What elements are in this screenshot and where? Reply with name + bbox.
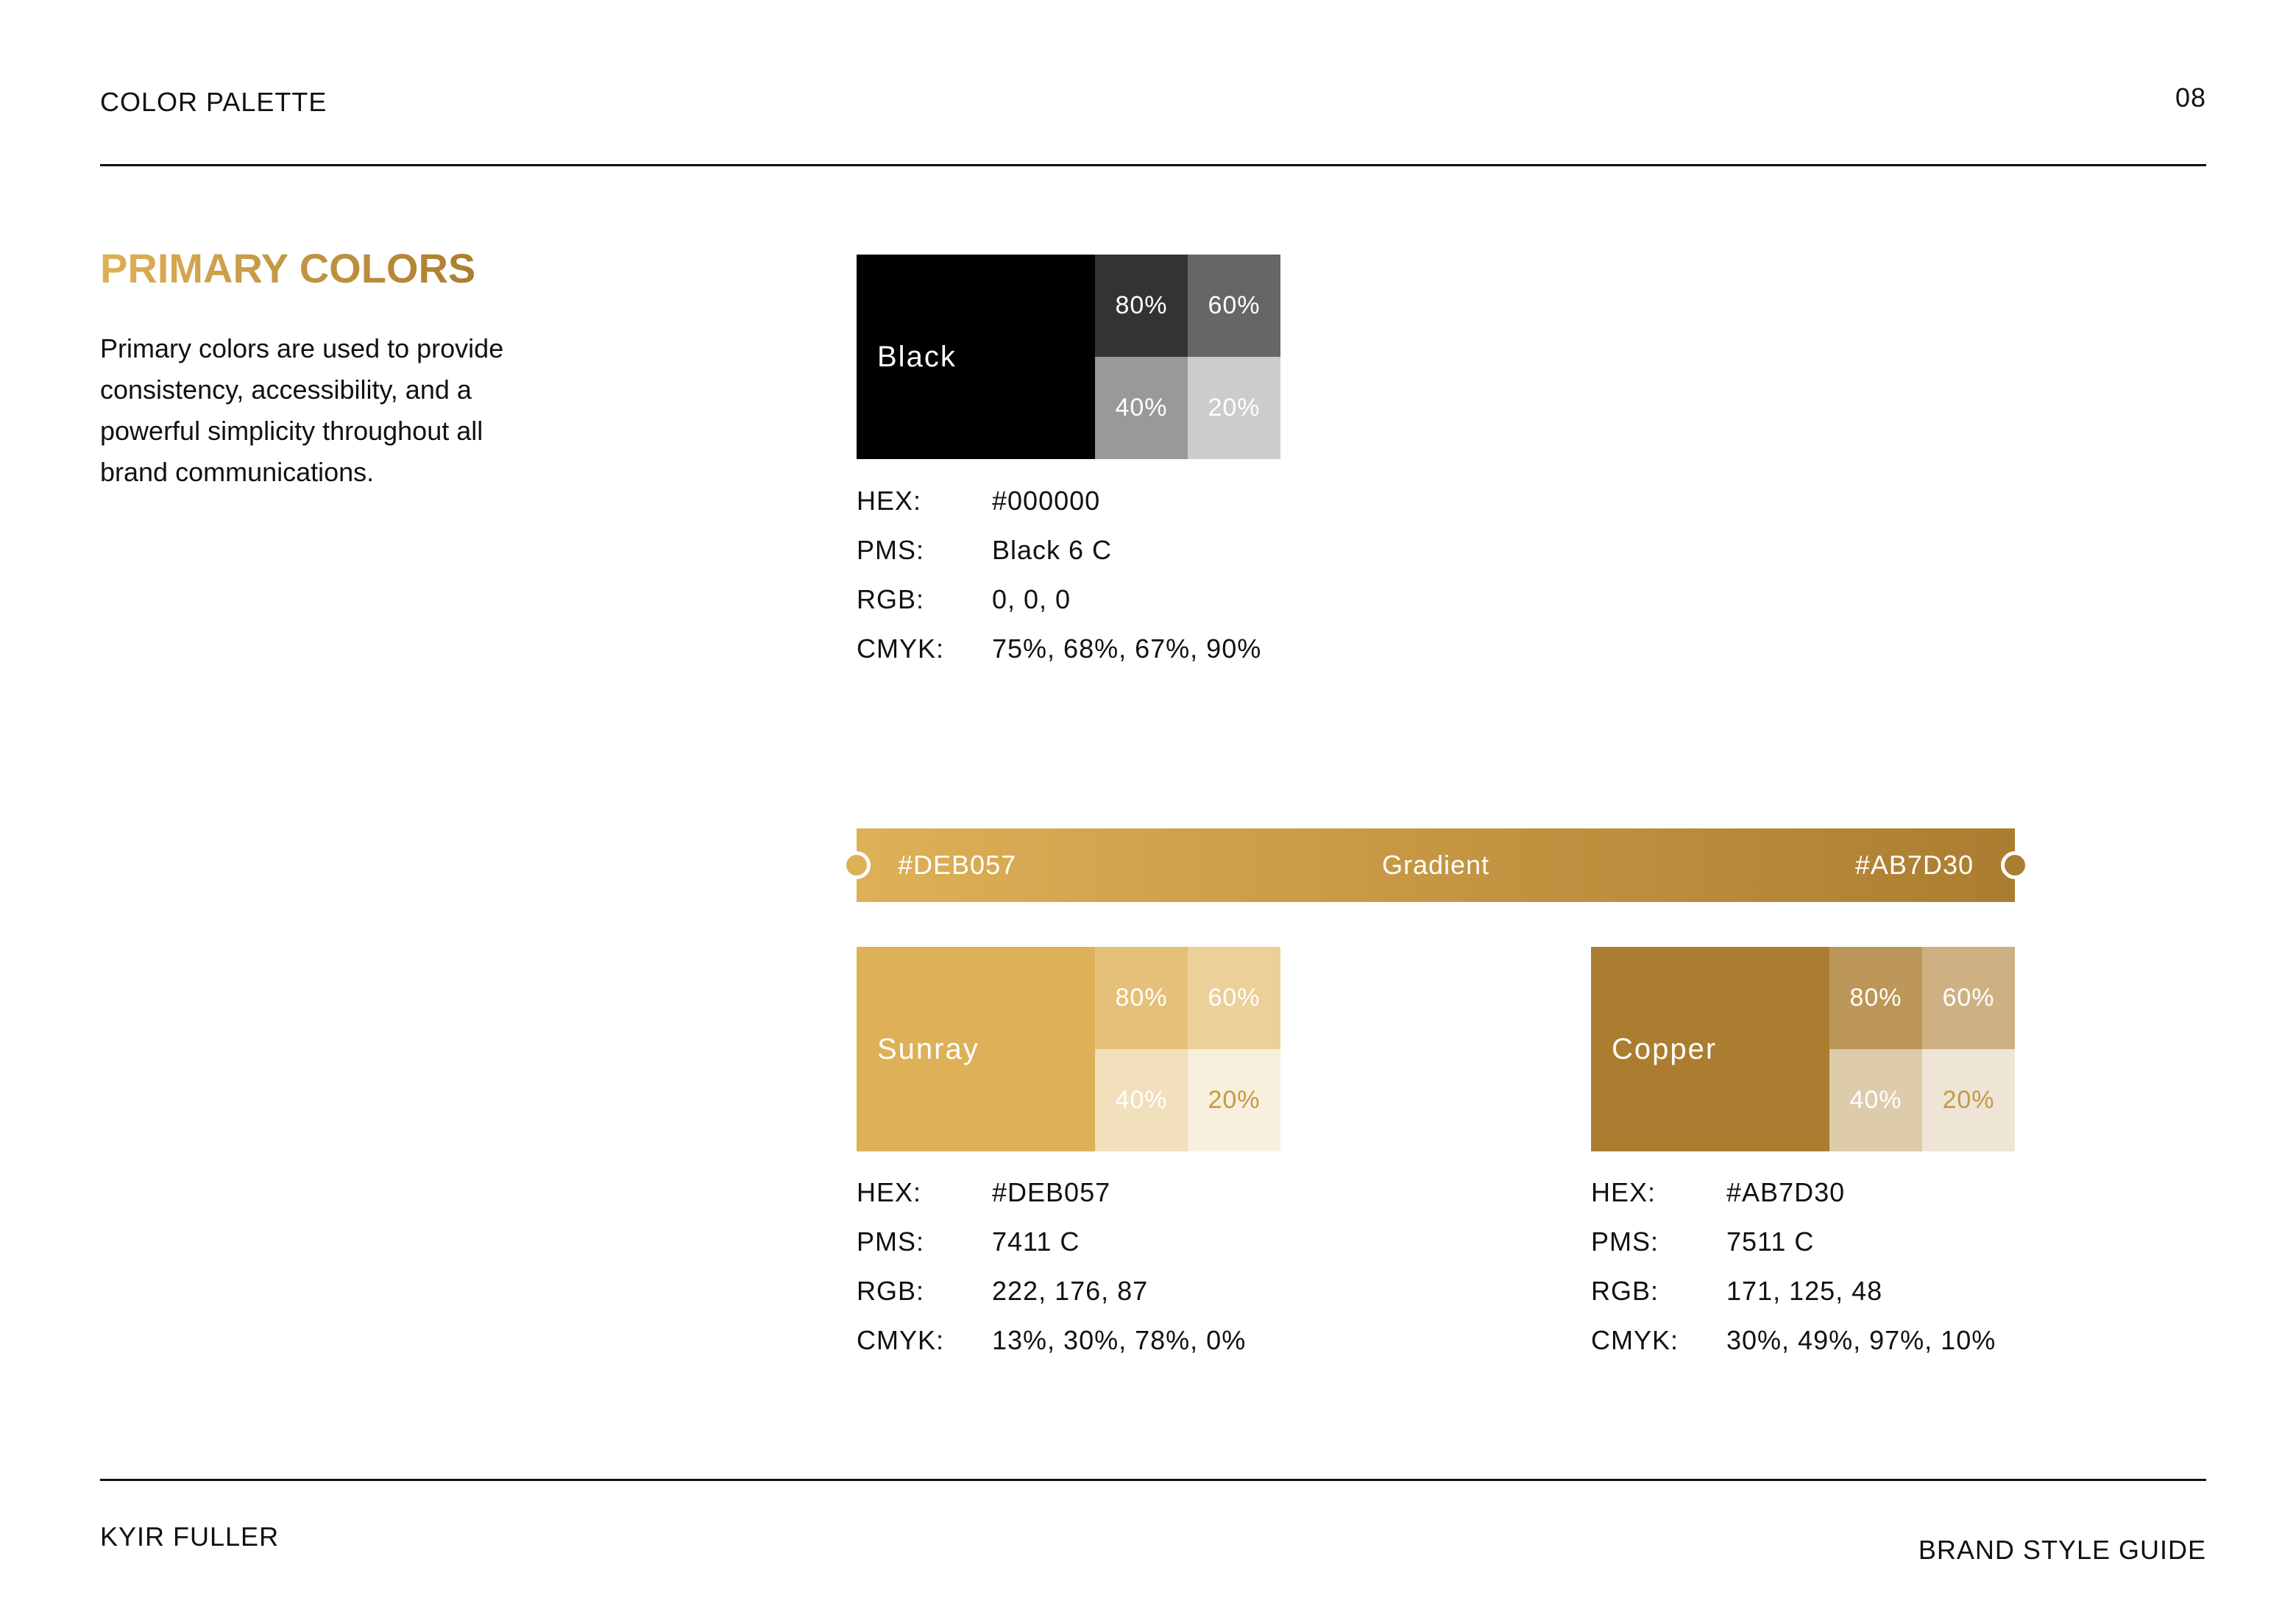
copper-tint-80: 80%	[1829, 947, 1922, 1049]
spec-value: #AB7D30	[1726, 1177, 1846, 1207]
copper-tint-20: 20%	[1922, 1049, 2015, 1151]
page-number: 08	[2175, 82, 2206, 113]
black-tint-60: 60%	[1188, 255, 1280, 357]
spec-label: CMYK:	[857, 633, 945, 664]
black-tint-20: 20%	[1188, 357, 1280, 459]
gradient-end-handle	[2001, 851, 2029, 879]
black-swatch-main	[857, 255, 1095, 459]
black-tint-80: 80%	[1095, 255, 1188, 357]
black-swatch-name: Black	[877, 340, 957, 373]
black-tint-40: 40%	[1095, 357, 1188, 459]
spec-value: #DEB057	[992, 1177, 1111, 1207]
spec-row	[1591, 1325, 1996, 1374]
gradient-label: Gradient	[1381, 850, 1490, 880]
spec-value: 222, 176, 87	[992, 1276, 1149, 1306]
spec-row	[1591, 1226, 1996, 1276]
black-swatch	[857, 255, 1280, 459]
footer-divider	[100, 1479, 2206, 1481]
spec-label: RGB:	[1591, 1276, 1659, 1306]
spec-value: Black 6 C	[992, 535, 1113, 565]
spec-label: RGB:	[857, 1276, 925, 1306]
spec-value: #000000	[992, 486, 1101, 516]
copper-specs	[1591, 1177, 1996, 1374]
gradient-end-hex: #AB7D30	[1854, 850, 1974, 880]
copper-swatch	[1591, 947, 2015, 1151]
sunray-tint-40: 40%	[1095, 1049, 1188, 1151]
gradient-start-hex: #DEB057	[898, 850, 1017, 880]
spec-label: HEX:	[857, 1177, 922, 1207]
sunray-swatch-name: Sunray	[877, 1032, 979, 1065]
sunray-tint-20: 20%	[1188, 1049, 1280, 1151]
spec-row	[857, 486, 1261, 535]
black-specs	[857, 486, 1261, 683]
footer-author: KYIR FULLER	[100, 1521, 280, 1552]
spec-label: RGB:	[857, 584, 925, 614]
copper-tint-60: 60%	[1922, 947, 2015, 1049]
copper-swatch-main	[1591, 947, 1829, 1151]
spec-label: PMS:	[1591, 1226, 1659, 1257]
header-divider	[100, 164, 2206, 166]
spec-row	[1591, 1177, 1996, 1226]
spec-label: CMYK:	[857, 1325, 945, 1355]
spec-label: PMS:	[857, 535, 925, 565]
spec-value: 0, 0, 0	[992, 584, 1071, 614]
spec-label: HEX:	[857, 486, 922, 516]
footer-document-title: BRAND STYLE GUIDE	[1918, 1535, 2206, 1565]
spec-row	[1591, 1276, 1996, 1325]
spec-row	[857, 535, 1261, 584]
spec-value: 75%, 68%, 67%, 90%	[992, 633, 1262, 664]
copper-swatch-name: Copper	[1612, 1032, 1718, 1065]
spec-row	[857, 1276, 1246, 1325]
spec-row	[857, 1177, 1246, 1226]
gradient-bar	[857, 828, 2015, 902]
spec-row	[857, 1325, 1246, 1374]
sunray-swatch-main	[857, 947, 1095, 1151]
sunray-tint-60: 60%	[1188, 947, 1280, 1049]
sunray-specs	[857, 1177, 1246, 1374]
spec-value: 30%, 49%, 97%, 10%	[1726, 1325, 1996, 1355]
sunray-tint-80: 80%	[1095, 947, 1188, 1049]
spec-value: 7511 C	[1726, 1226, 1815, 1257]
spec-row	[857, 1226, 1246, 1276]
spec-label: HEX:	[1591, 1177, 1657, 1207]
primary-colors-description: Primary colors are used to provide consistency, accessibility, and a powerful simplicity throughout all brand communications.	[100, 333, 504, 487]
sunray-swatch	[857, 947, 1280, 1151]
spec-label: PMS:	[857, 1226, 925, 1257]
spec-label: CMYK:	[1591, 1325, 1679, 1355]
spec-value: 171, 125, 48	[1726, 1276, 1883, 1306]
copper-tint-40: 40%	[1829, 1049, 1922, 1151]
spec-row	[857, 633, 1261, 683]
section-title: COLOR PALETTE	[100, 87, 327, 117]
spec-row	[857, 584, 1261, 633]
spec-value: 13%, 30%, 78%, 0%	[992, 1325, 1247, 1355]
primary-colors-heading: PRIMARY COLORS	[100, 245, 476, 291]
spec-value: 7411 C	[992, 1226, 1080, 1257]
gradient-start-handle	[843, 851, 871, 879]
